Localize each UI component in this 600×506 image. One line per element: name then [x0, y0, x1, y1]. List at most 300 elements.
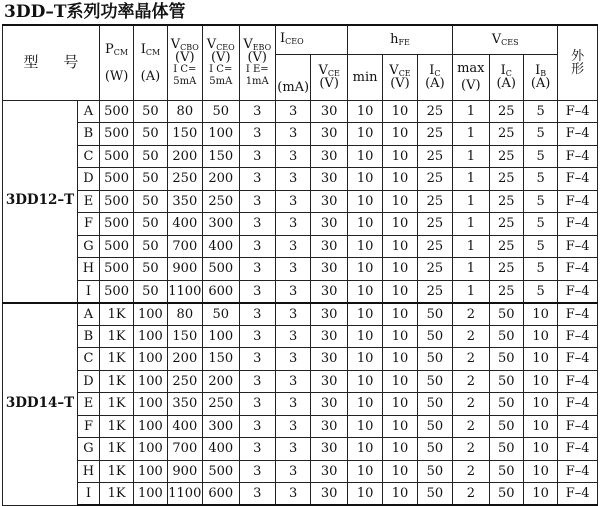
cell-vces-max: 2	[453, 303, 489, 326]
cell-suffix: A	[78, 100, 100, 123]
cell-vcbo: 400	[167, 213, 202, 236]
cell-iceo-vce: 30	[311, 325, 347, 348]
cell-vces-ic: 50	[489, 348, 523, 371]
cell-outline: F–4	[558, 438, 598, 461]
cell-outline: F–4	[558, 460, 598, 483]
cell-vebo: 3	[239, 460, 275, 483]
cell-vcbo: 350	[167, 190, 202, 213]
cell-iceo-vce: 30	[311, 235, 347, 258]
cell-outline: F–4	[558, 348, 598, 371]
cell-vces-max: 1	[453, 168, 489, 191]
cell-vebo: 3	[239, 213, 275, 236]
cell-hfe-vce: 10	[383, 348, 417, 371]
cell-vebo: 3	[239, 438, 275, 461]
cell-pcm: 1K	[99, 348, 133, 371]
cell-vebo: 3	[239, 190, 275, 213]
cell-outline: F–4	[558, 235, 598, 258]
header-iceo: $I_{CEO}$	[275, 25, 347, 54]
cell-suffix: H	[78, 460, 100, 483]
cell-iceo-vce: 30	[311, 100, 347, 123]
cell-iceo: 3	[275, 213, 310, 236]
cell-vces-max: 2	[453, 438, 489, 461]
cell-iceo: 3	[275, 280, 310, 303]
cell-hfe-min: 10	[347, 438, 382, 461]
cell-hfe-ic: 25	[417, 258, 452, 281]
cell-vces-ic: 50	[489, 370, 523, 393]
header-vces: $V_{CES}$	[453, 25, 558, 54]
cell-pcm: 500	[99, 280, 133, 303]
cell-pcm: 500	[99, 100, 133, 123]
cell-vcbo: 1100	[167, 483, 202, 506]
cell-vces-ic: 25	[489, 258, 523, 281]
cell-vcbo: 250	[167, 370, 202, 393]
cell-icm: 50	[134, 145, 167, 168]
cell-suffix: D	[78, 370, 100, 393]
header-hfe-ic: $I_C$ (A)	[417, 54, 452, 100]
cell-vebo: 3	[239, 325, 275, 348]
cell-hfe-min: 10	[347, 168, 382, 191]
cell-pcm: 1K	[99, 325, 133, 348]
cell-outline: F–4	[558, 370, 598, 393]
cell-vceo: 400	[203, 438, 239, 461]
cell-vcbo: 400	[167, 415, 202, 438]
cell-pcm: 500	[99, 258, 133, 281]
cell-outline: F–4	[558, 415, 598, 438]
header-vces-ib: $I_B$ (A)	[523, 54, 557, 100]
table-row	[3, 348, 598, 371]
table-row	[3, 325, 598, 348]
cell-suffix: E	[78, 190, 100, 213]
cell-vceo: 500	[203, 460, 239, 483]
cell-iceo: 3	[275, 438, 310, 461]
header-icm: $I_{CM}$ (A)	[134, 25, 167, 100]
cell-vces-ib: 5	[523, 190, 557, 213]
cell-vces-max: 1	[453, 123, 489, 146]
cell-hfe-ic: 25	[417, 100, 452, 123]
cell-outline: F–4	[558, 100, 598, 123]
cell-iceo: 3	[275, 415, 310, 438]
table-row	[3, 123, 598, 146]
cell-suffix: B	[78, 325, 100, 348]
cell-vces-max: 2	[453, 483, 489, 506]
cell-iceo-vce: 30	[311, 303, 347, 326]
cell-vebo: 3	[239, 235, 275, 258]
cell-vcbo: 700	[167, 235, 202, 258]
cell-icm: 100	[134, 438, 167, 461]
cell-iceo-vce: 30	[311, 483, 347, 506]
cell-pcm: 500	[99, 213, 133, 236]
cell-hfe-vce: 10	[383, 325, 417, 348]
cell-hfe-ic: 50	[417, 370, 452, 393]
cell-icm: 50	[134, 100, 167, 123]
cell-iceo: 3	[275, 123, 310, 146]
cell-hfe-ic: 25	[417, 235, 452, 258]
cell-hfe-min: 10	[347, 123, 382, 146]
cell-hfe-vce: 10	[383, 438, 417, 461]
cell-pcm: 500	[99, 235, 133, 258]
cell-vceo: 50	[203, 100, 239, 123]
header-hfe: $h_{FE}$	[347, 25, 452, 54]
header-hfe-min: min	[347, 54, 382, 100]
cell-iceo: 3	[275, 145, 310, 168]
cell-vceo: 100	[203, 123, 239, 146]
cell-suffix: F	[78, 213, 100, 236]
cell-suffix: I	[78, 483, 100, 506]
cell-hfe-min: 10	[347, 145, 382, 168]
cell-pcm: 1K	[99, 303, 133, 326]
cell-hfe-min: 10	[347, 258, 382, 281]
cell-suffix: H	[78, 258, 100, 281]
cell-pcm: 1K	[99, 438, 133, 461]
cell-vceo: 500	[203, 258, 239, 281]
cell-vceo: 600	[203, 280, 239, 303]
table-row	[3, 438, 598, 461]
cell-vces-ic: 25	[489, 123, 523, 146]
cell-outline: F–4	[558, 145, 598, 168]
cell-vceo: 50	[203, 303, 239, 326]
table-row	[3, 213, 598, 236]
cell-vces-ib: 10	[523, 370, 557, 393]
cell-suffix: E	[78, 393, 100, 416]
cell-iceo: 3	[275, 235, 310, 258]
table-row	[3, 393, 598, 416]
cell-outline: F–4	[558, 190, 598, 213]
cell-hfe-ic: 50	[417, 460, 452, 483]
cell-vces-ic: 50	[489, 393, 523, 416]
cell-icm: 50	[134, 123, 167, 146]
cell-vebo: 3	[239, 303, 275, 326]
page-title: 3DD–T系列功率晶体管	[4, 2, 186, 22]
cell-hfe-vce: 10	[383, 393, 417, 416]
cell-vebo: 3	[239, 415, 275, 438]
cell-outline: F–4	[558, 303, 598, 326]
cell-vcbo: 700	[167, 438, 202, 461]
cell-hfe-min: 10	[347, 483, 382, 506]
header-iceo-unit: (mA)	[275, 54, 310, 100]
cell-vces-max: 1	[453, 213, 489, 236]
cell-hfe-min: 10	[347, 235, 382, 258]
cell-vceo: 150	[203, 145, 239, 168]
header-hfe-vce: $V_{CE}$ (V)	[383, 54, 417, 100]
cell-hfe-vce: 10	[383, 483, 417, 506]
cell-hfe-ic: 25	[417, 190, 452, 213]
cell-outline: F–4	[558, 168, 598, 191]
cell-hfe-ic: 25	[417, 280, 452, 303]
cell-vces-max: 1	[453, 280, 489, 303]
cell-suffix: B	[78, 123, 100, 146]
cell-vces-ic: 50	[489, 415, 523, 438]
cell-outline: F–4	[558, 213, 598, 236]
cell-hfe-vce: 10	[383, 460, 417, 483]
cell-vceo: 300	[203, 213, 239, 236]
table-row	[3, 303, 598, 326]
cell-hfe-vce: 10	[383, 303, 417, 326]
cell-suffix: G	[78, 438, 100, 461]
cell-vcbo: 900	[167, 258, 202, 281]
cell-hfe-vce: 10	[383, 280, 417, 303]
cell-vces-ic: 25	[489, 280, 523, 303]
cell-vces-ib: 5	[523, 145, 557, 168]
cell-vebo: 3	[239, 348, 275, 371]
cell-iceo: 3	[275, 483, 310, 506]
cell-vcbo: 80	[167, 100, 202, 123]
cell-hfe-vce: 10	[383, 370, 417, 393]
cell-vces-ic: 25	[489, 145, 523, 168]
cell-pcm: 1K	[99, 460, 133, 483]
cell-vces-ic: 50	[489, 483, 523, 506]
cell-vces-max: 2	[453, 460, 489, 483]
cell-vces-max: 1	[453, 190, 489, 213]
cell-vceo: 600	[203, 483, 239, 506]
table-row	[3, 415, 598, 438]
cell-pcm: 1K	[99, 370, 133, 393]
table-row	[3, 483, 598, 506]
cell-suffix: C	[78, 145, 100, 168]
cell-vces-ib: 10	[523, 325, 557, 348]
cell-vceo: 150	[203, 348, 239, 371]
cell-iceo-vce: 30	[311, 460, 347, 483]
cell-iceo: 3	[275, 325, 310, 348]
cell-suffix: G	[78, 235, 100, 258]
cell-vcbo: 350	[167, 393, 202, 416]
cell-hfe-min: 10	[347, 190, 382, 213]
cell-hfe-vce: 10	[383, 213, 417, 236]
cell-hfe-vce: 10	[383, 168, 417, 191]
cell-icm: 50	[134, 258, 167, 281]
table-row	[3, 460, 598, 483]
cell-vebo: 3	[239, 280, 275, 303]
header-outline: 外形	[558, 25, 598, 100]
cell-vces-ib: 5	[523, 123, 557, 146]
cell-vceo: 200	[203, 168, 239, 191]
cell-icm: 100	[134, 325, 167, 348]
cell-vebo: 3	[239, 100, 275, 123]
table-row	[3, 370, 598, 393]
cell-vces-max: 2	[453, 393, 489, 416]
cell-vces-ib: 5	[523, 235, 557, 258]
cell-hfe-vce: 10	[383, 100, 417, 123]
cell-vces-ib: 5	[523, 280, 557, 303]
cell-vces-ib: 5	[523, 213, 557, 236]
header-type: 型 号	[3, 25, 100, 100]
cell-hfe-min: 10	[347, 325, 382, 348]
cell-vcbo: 900	[167, 460, 202, 483]
cell-vceo: 250	[203, 190, 239, 213]
model-cell: 3DD12–T	[3, 100, 78, 303]
cell-hfe-ic: 50	[417, 393, 452, 416]
cell-vces-ic: 50	[489, 303, 523, 326]
table-row	[3, 190, 598, 213]
cell-vcbo: 80	[167, 303, 202, 326]
cell-vcbo: 150	[167, 123, 202, 146]
cell-vces-ib: 10	[523, 460, 557, 483]
cell-iceo: 3	[275, 190, 310, 213]
model-cell: 3DD14–T	[3, 303, 78, 506]
cell-outline: F–4	[558, 483, 598, 506]
cell-vces-ib: 10	[523, 483, 557, 506]
cell-vceo: 400	[203, 235, 239, 258]
cell-hfe-vce: 10	[383, 190, 417, 213]
cell-pcm: 1K	[99, 393, 133, 416]
cell-vces-max: 2	[453, 415, 489, 438]
cell-icm: 50	[134, 213, 167, 236]
table-row	[3, 168, 598, 191]
cell-hfe-min: 10	[347, 303, 382, 326]
cell-pcm: 1K	[99, 415, 133, 438]
cell-vces-ib: 10	[523, 393, 557, 416]
cell-iceo: 3	[275, 393, 310, 416]
cell-iceo-vce: 30	[311, 190, 347, 213]
cell-outline: F–4	[558, 280, 598, 303]
cell-iceo-vce: 30	[311, 415, 347, 438]
cell-iceo: 3	[275, 100, 310, 123]
cell-icm: 100	[134, 303, 167, 326]
cell-iceo-vce: 30	[311, 348, 347, 371]
cell-vces-ib: 5	[523, 258, 557, 281]
cell-vceo: 300	[203, 415, 239, 438]
cell-hfe-min: 10	[347, 280, 382, 303]
table-row	[3, 145, 598, 168]
cell-suffix: C	[78, 348, 100, 371]
cell-iceo-vce: 30	[311, 145, 347, 168]
cell-hfe-vce: 10	[383, 415, 417, 438]
cell-vcbo: 250	[167, 168, 202, 191]
cell-vces-ib: 5	[523, 100, 557, 123]
spec-table	[2, 24, 598, 506]
cell-icm: 100	[134, 370, 167, 393]
header-vceo: $V_{CEO}$ (V) I C= 5mA	[203, 25, 239, 100]
header-iceo-vce: $V_{CE}$ (V)	[311, 54, 347, 100]
cell-iceo-vce: 30	[311, 123, 347, 146]
cell-icm: 100	[134, 393, 167, 416]
cell-hfe-ic: 50	[417, 483, 452, 506]
cell-suffix: A	[78, 303, 100, 326]
table-row	[3, 258, 598, 281]
cell-hfe-vce: 10	[383, 258, 417, 281]
cell-hfe-min: 10	[347, 100, 382, 123]
cell-iceo-vce: 30	[311, 258, 347, 281]
header-row-1	[3, 25, 598, 54]
cell-hfe-ic: 25	[417, 123, 452, 146]
cell-vces-max: 1	[453, 258, 489, 281]
cell-hfe-min: 10	[347, 460, 382, 483]
cell-pcm: 500	[99, 168, 133, 191]
cell-vces-ic: 50	[489, 325, 523, 348]
cell-vces-ic: 25	[489, 168, 523, 191]
cell-vces-max: 1	[453, 145, 489, 168]
cell-hfe-ic: 25	[417, 213, 452, 236]
cell-outline: F–4	[558, 123, 598, 146]
cell-vces-ib: 10	[523, 438, 557, 461]
cell-outline: F–4	[558, 258, 598, 281]
cell-vces-ic: 25	[489, 235, 523, 258]
table-row	[3, 100, 598, 123]
cell-iceo: 3	[275, 370, 310, 393]
cell-vebo: 3	[239, 393, 275, 416]
cell-hfe-min: 10	[347, 348, 382, 371]
table-body	[3, 25, 598, 505]
cell-suffix: D	[78, 168, 100, 191]
cell-hfe-min: 10	[347, 370, 382, 393]
cell-hfe-ic: 25	[417, 168, 452, 191]
cell-icm: 100	[134, 483, 167, 506]
cell-icm: 100	[134, 415, 167, 438]
cell-hfe-vce: 10	[383, 123, 417, 146]
cell-pcm: 500	[99, 145, 133, 168]
cell-iceo: 3	[275, 303, 310, 326]
cell-hfe-ic: 50	[417, 348, 452, 371]
cell-iceo-vce: 30	[311, 280, 347, 303]
cell-hfe-ic: 50	[417, 415, 452, 438]
cell-vceo: 250	[203, 393, 239, 416]
cell-vceo: 100	[203, 325, 239, 348]
header-vces-ic: $I_C$ (A)	[489, 54, 523, 100]
cell-iceo-vce: 30	[311, 370, 347, 393]
header-pcm: $P_{CM}$ (W)	[99, 25, 133, 100]
header-vcbo: $V_{CBO}$ (V) I C= 5mA	[167, 25, 202, 100]
cell-vebo: 3	[239, 483, 275, 506]
cell-iceo: 3	[275, 348, 310, 371]
cell-hfe-min: 10	[347, 415, 382, 438]
cell-iceo: 3	[275, 460, 310, 483]
cell-vebo: 3	[239, 145, 275, 168]
cell-outline: F–4	[558, 325, 598, 348]
cell-hfe-ic: 25	[417, 145, 452, 168]
cell-hfe-ic: 50	[417, 325, 452, 348]
header-vces-max: max (V)	[453, 54, 489, 100]
cell-icm: 50	[134, 168, 167, 191]
cell-iceo-vce: 30	[311, 393, 347, 416]
cell-hfe-min: 10	[347, 393, 382, 416]
cell-pcm: 1K	[99, 483, 133, 506]
cell-icm: 100	[134, 348, 167, 371]
cell-vcbo: 200	[167, 348, 202, 371]
cell-pcm: 500	[99, 123, 133, 146]
cell-outline: F–4	[558, 393, 598, 416]
cell-vces-ic: 25	[489, 100, 523, 123]
cell-vces-max: 1	[453, 235, 489, 258]
cell-vceo: 200	[203, 370, 239, 393]
cell-hfe-ic: 50	[417, 303, 452, 326]
cell-iceo: 3	[275, 258, 310, 281]
cell-pcm: 500	[99, 190, 133, 213]
cell-icm: 50	[134, 190, 167, 213]
header-vebo: $V_{EBO}$ (V) I E= 1mA	[239, 25, 275, 100]
cell-suffix: F	[78, 415, 100, 438]
cell-iceo: 3	[275, 168, 310, 191]
cell-vces-max: 2	[453, 370, 489, 393]
cell-vebo: 3	[239, 168, 275, 191]
cell-iceo-vce: 30	[311, 438, 347, 461]
cell-vces-ic: 50	[489, 438, 523, 461]
cell-vces-max: 2	[453, 348, 489, 371]
cell-vces-max: 2	[453, 325, 489, 348]
cell-iceo-vce: 30	[311, 168, 347, 191]
cell-vces-ib: 5	[523, 168, 557, 191]
cell-icm: 50	[134, 235, 167, 258]
cell-vces-ic: 25	[489, 213, 523, 236]
table-row	[3, 235, 598, 258]
cell-vebo: 3	[239, 258, 275, 281]
cell-iceo-vce: 30	[311, 213, 347, 236]
cell-vces-ib: 10	[523, 348, 557, 371]
table-row	[3, 280, 598, 303]
cell-vcbo: 150	[167, 325, 202, 348]
cell-hfe-ic: 50	[417, 438, 452, 461]
cell-hfe-min: 10	[347, 213, 382, 236]
cell-vces-max: 1	[453, 100, 489, 123]
cell-vces-ic: 50	[489, 460, 523, 483]
